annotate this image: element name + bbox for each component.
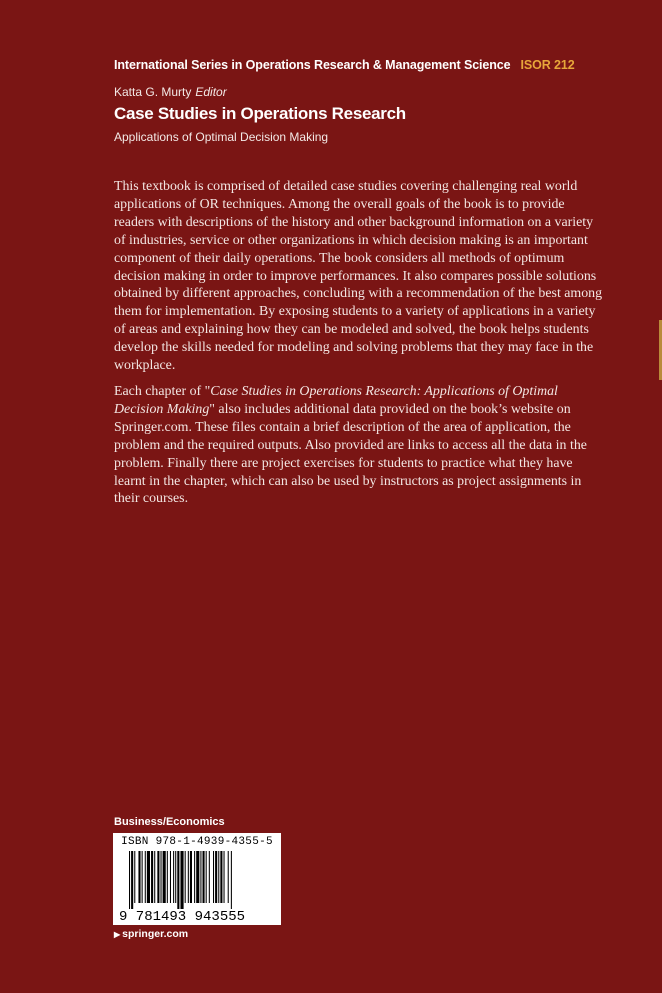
barcode-graphic [113,850,281,925]
isbn-label: ISBN 978-1-4939-4355-5 [121,836,273,848]
barcode-bar [177,851,179,909]
author-name: Katta G. Murty [114,85,192,99]
paragraph-2-rest: " also includes additional data provided on the book’s website on Springer.com. These files contain a brief description of the area of application, the problem and the required outputs. Also provided are links to access all the data in the problem. Finally there are project exercises for students to practice what they have learnt in the chapter, which can also be used by instructors as project assignments in their courses. [114,401,587,507]
barcode-bar [142,851,143,903]
description-paragraph-2 [114,383,606,508]
barcode-bar [200,851,201,903]
barcode-bar [173,851,174,903]
barcode-bar [188,851,189,903]
paragraph-2-book-title: Case Studies in Operations Research: Applications of Optimal Decision Making [114,383,558,417]
author-line [114,85,227,99]
barcode-bar [209,851,210,903]
barcode-bar [134,851,135,903]
barcode-bar [206,851,207,903]
barcode-bar [228,851,229,903]
barcode-bar [145,851,146,903]
barcode-bar [138,851,140,903]
paragraph-2-prefix: Each chapter of " [114,383,211,399]
category-label: Business/Economics [114,816,225,828]
barcode-bar [175,851,176,903]
barcode-bar [163,851,166,903]
barcode-bar [147,851,150,903]
barcode-bar [213,851,214,903]
series-name: International Series in Operations Research & Management Science [114,58,511,72]
description-paragraph-1: This textbook is comprised of detailed case studies covering challenging real world applications of OR techniques. Among the overall goals of the book is to provide readers with descriptions of the history and other background information on a variety of industries, service or other organizations in which decision making is an important component of their daily operations. The book considers all methods of optimum decision making in order to improve performances. It also compares possible solutions obtained by different approaches, concluding with a recommendation of the best among them for implementation. By exposing students to a variety of applications in a variety of areas and explaining how they can be modeled and solved, the book helps students develop the skills needed for modeling and solving problems that they may face in the workplace. [114,179,603,374]
barcode-bar [180,851,183,909]
barcode-bar [215,851,217,903]
barcode-digits: 9 781493 943555 [119,909,246,925]
book-subtitle: Applications of Optimal Decision Making [114,130,329,144]
book-title: Case Studies in Operations Research [114,104,406,123]
barcode-bar [170,851,171,903]
barcode-bar [151,851,153,903]
barcode-bar [161,851,162,903]
publisher-link[interactable] [114,928,188,940]
barcode-bar [231,851,232,909]
publisher-site: springer.com [122,928,189,940]
description [114,178,606,516]
barcode-bar [167,851,168,903]
barcode-bar [129,851,130,909]
barcode-bar [203,851,205,903]
series-number: ISOR 212 [520,58,575,72]
barcode-bar [194,851,195,903]
barcode-bar [131,851,133,909]
barcode-bar [224,851,225,903]
barcode-bar [157,851,159,903]
barcode-bar [196,851,199,903]
barcode-bar [190,851,192,903]
barcode-bar [154,851,155,903]
barcode-bar [185,851,186,903]
barcode [113,833,281,925]
arrow-icon: ▶ [114,930,121,939]
author-role: Editor [195,85,227,99]
barcode-bar [220,851,222,903]
series-line [114,58,575,72]
barcode-bar [218,851,219,903]
